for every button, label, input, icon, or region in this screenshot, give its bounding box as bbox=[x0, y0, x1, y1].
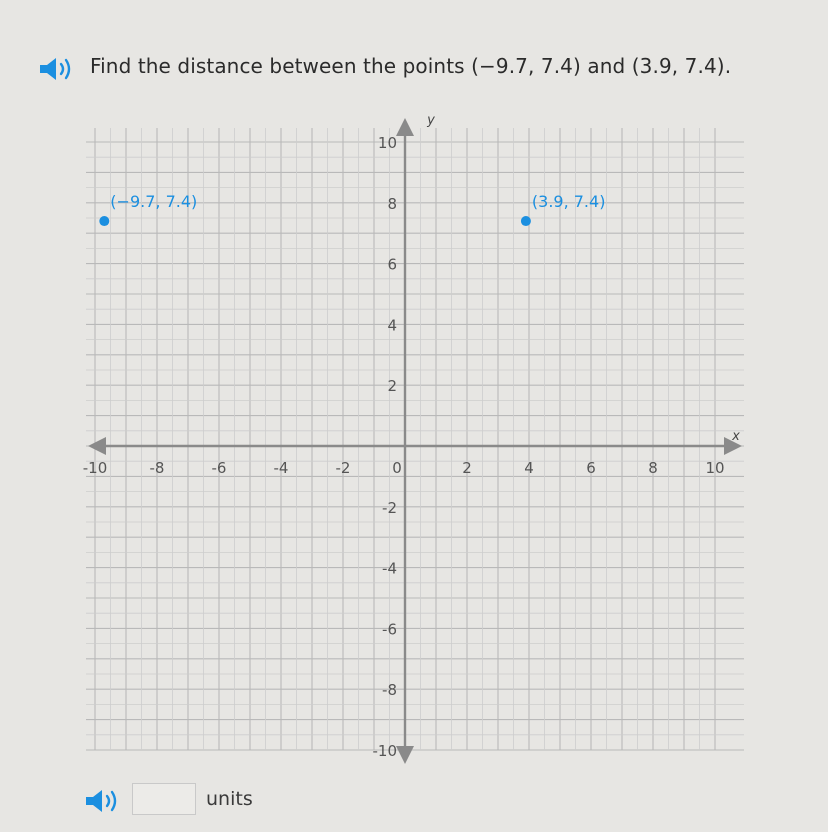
point-label: (−9.7, 7.4) bbox=[110, 192, 198, 212]
y-axis-arrow-down bbox=[396, 746, 414, 764]
x-axis-arrow-left bbox=[88, 437, 106, 455]
y-axis-label: y bbox=[427, 113, 435, 128]
x-tick-label: 10 bbox=[705, 459, 725, 477]
x-tick-label: -10 bbox=[82, 459, 108, 477]
y-tick-label: 10 bbox=[377, 134, 397, 152]
x-tick-label: -2 bbox=[335, 459, 351, 477]
x-tick-label: -4 bbox=[273, 459, 289, 477]
x-tick-label: 8 bbox=[648, 459, 658, 477]
y-tick-label: -10 bbox=[372, 742, 397, 760]
y-tick-label: -2 bbox=[382, 498, 397, 517]
x-axis-label: x bbox=[732, 429, 740, 444]
x-tick-label: 0 bbox=[392, 459, 402, 477]
y-tick-label: -4 bbox=[382, 559, 397, 578]
x-tick-label: 2 bbox=[462, 459, 472, 477]
answer-input[interactable] bbox=[132, 783, 196, 815]
data-point bbox=[521, 216, 531, 226]
y-tick-label: 2 bbox=[387, 377, 397, 396]
question-text: Find the distance between the points (−9.7, 7.4) and (3.9, 7.4). bbox=[90, 54, 732, 78]
y-tick-label: 8 bbox=[387, 194, 397, 213]
y-tick-label: -6 bbox=[382, 620, 397, 639]
x-tick-label: -6 bbox=[211, 459, 227, 477]
answer-speaker-icon[interactable] bbox=[84, 788, 122, 814]
y-tick-label: 6 bbox=[387, 255, 397, 274]
y-tick-label: 4 bbox=[387, 316, 397, 335]
x-tick-label: 4 bbox=[524, 459, 534, 477]
x-tick-label: 6 bbox=[586, 459, 596, 477]
point-label: (3.9, 7.4) bbox=[531, 192, 606, 212]
data-point bbox=[99, 216, 109, 226]
x-tick-label: -8 bbox=[149, 459, 165, 477]
units-label: units bbox=[206, 788, 253, 810]
y-tick-label: -8 bbox=[382, 681, 397, 700]
y-axis-arrow-up bbox=[396, 118, 414, 136]
